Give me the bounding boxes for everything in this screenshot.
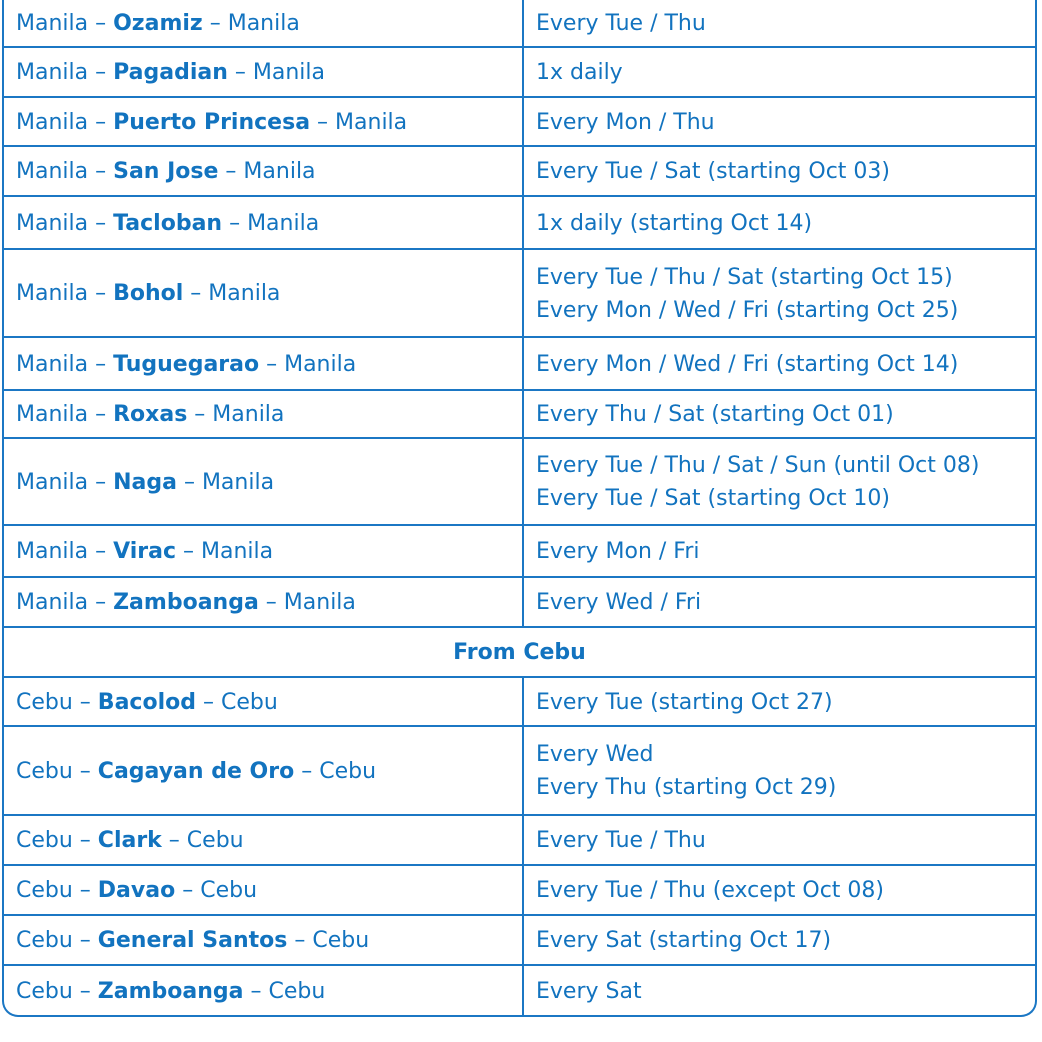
- frequency-line: Every Tue / Sat (starting Oct 03): [536, 159, 890, 184]
- table-row: [4, 965, 1035, 1015]
- table-row: [4, 47, 1035, 97]
- route-return-text: – Manila: [176, 539, 274, 564]
- route-origin-text: Cebu –: [16, 758, 98, 784]
- flight-schedule-table: [4, 0, 1035, 1015]
- route-cell: [4, 196, 523, 249]
- frequency-cell: [523, 965, 1035, 1015]
- route-destination-text: Naga: [113, 469, 177, 495]
- route-destination-text: Tacloban: [113, 210, 223, 236]
- frequency-cell: [523, 726, 1035, 815]
- route-cell: [4, 47, 523, 97]
- route-origin-text: Cebu –: [16, 928, 98, 953]
- frequency-cell: [523, 438, 1035, 525]
- route-cell: [4, 390, 523, 438]
- route-return-text: – Cebu: [195, 689, 278, 715]
- table-row: [4, 438, 1035, 525]
- route-return-text: – Manila: [310, 109, 408, 135]
- route-destination-text: Roxas: [113, 402, 188, 427]
- frequency-cell: [523, 337, 1035, 390]
- table-row: [4, 249, 1035, 337]
- frequency-line: Every Thu / Sat (starting Oct 01): [536, 402, 894, 427]
- route-cell: [4, 249, 523, 337]
- frequency-line: Every Tue / Thu / Sat / Sun (until Oct 08): [536, 453, 980, 478]
- route-cell: [4, 965, 523, 1015]
- frequency-line: Every Tue / Thu / Sat (starting Oct 15): [536, 264, 953, 290]
- table-row: [4, 915, 1035, 965]
- frequency-cell: [523, 915, 1035, 965]
- route-origin-text: Manila –: [16, 11, 114, 36]
- route-cell: [4, 577, 523, 627]
- table-row: [4, 0, 1035, 47]
- route-return-text: – Cebu: [175, 878, 258, 903]
- route-return-text: – Manila: [258, 590, 356, 615]
- route-return-text: – Manila: [222, 210, 320, 236]
- route-destination-text: San Jose: [113, 159, 219, 184]
- frequency-cell: [523, 677, 1035, 726]
- route-cell: [4, 525, 523, 577]
- section-header-label: From Cebu: [4, 627, 1035, 677]
- table-row: [4, 337, 1035, 390]
- route-cell: [4, 0, 523, 47]
- frequency-line: Every Tue / Thu: [536, 828, 706, 853]
- table-row: [4, 865, 1035, 915]
- table-row: [4, 525, 1035, 577]
- route-cell: [4, 677, 523, 726]
- route-origin-text: Manila –: [16, 590, 114, 615]
- route-origin-text: Manila –: [16, 159, 114, 184]
- frequency-cell: [523, 865, 1035, 915]
- frequency-line: Every Tue / Sat (starting Oct 10): [536, 486, 890, 511]
- frequency-line: 1x daily (starting Oct 14): [536, 210, 813, 236]
- route-origin-text: Manila –: [16, 402, 114, 427]
- route-destination-text: Bacolod: [97, 689, 196, 715]
- route-destination-text: Cagayan de Oro: [97, 758, 295, 784]
- frequency-cell: [523, 249, 1035, 337]
- route-cell: [4, 97, 523, 146]
- route-cell: [4, 726, 523, 815]
- frequency-line: Every Mon / Wed / Fri (starting Oct 14): [536, 351, 959, 377]
- route-origin-text: Manila –: [16, 469, 114, 495]
- route-cell: [4, 337, 523, 390]
- route-origin-text: Cebu –: [16, 978, 98, 1004]
- table-row: [4, 196, 1035, 249]
- route-destination-text: Clark: [97, 828, 162, 853]
- table-row: [4, 97, 1035, 146]
- route-destination-text: General Santos: [97, 928, 288, 953]
- route-cell: [4, 865, 523, 915]
- frequency-line: Every Sat: [536, 978, 642, 1004]
- frequency-cell: [523, 815, 1035, 865]
- frequency-line: Every Mon / Wed / Fri (starting Oct 25): [536, 297, 959, 323]
- frequency-line: Every Tue (starting Oct 27): [536, 689, 833, 715]
- frequency-cell: [523, 525, 1035, 577]
- route-return-text: – Manila: [183, 281, 281, 306]
- route-destination-text: Davao: [97, 878, 176, 903]
- route-destination-text: Virac: [113, 539, 177, 564]
- frequency-line: 1x daily: [536, 60, 623, 85]
- route-return-text: – Cebu: [161, 828, 244, 853]
- table-row: [4, 677, 1035, 726]
- frequency-cell: [523, 97, 1035, 146]
- frequency-line: Every Tue / Thu: [536, 11, 706, 36]
- route-origin-text: Manila –: [16, 210, 114, 236]
- route-cell: [4, 915, 523, 965]
- route-origin-text: Cebu –: [16, 828, 98, 853]
- route-destination-text: Pagadian: [113, 60, 228, 85]
- route-destination-text: Bohol: [113, 281, 184, 306]
- route-return-text: – Manila: [176, 469, 275, 495]
- frequency-line: Every Wed: [536, 742, 654, 767]
- route-return-text: – Manila: [202, 11, 300, 36]
- route-destination-text: Zamboanga: [97, 978, 244, 1004]
- route-return-text: – Manila: [187, 402, 285, 427]
- route-return-text: – Manila: [227, 60, 325, 85]
- frequency-line: Every Wed / Fri: [536, 590, 702, 615]
- route-origin-text: Cebu –: [16, 689, 98, 715]
- frequency-cell: [523, 390, 1035, 438]
- route-cell: [4, 146, 523, 196]
- route-origin-text: Manila –: [16, 539, 114, 564]
- frequency-line: Every Mon / Fri: [536, 539, 700, 564]
- table-row: [4, 146, 1035, 196]
- route-origin-text: Manila –: [16, 351, 114, 377]
- table-row: [4, 815, 1035, 865]
- frequency-cell: [523, 146, 1035, 196]
- route-origin-text: Manila –: [16, 109, 114, 135]
- section-header-row: [4, 627, 1035, 677]
- route-destination-text: Puerto Princesa: [113, 109, 311, 135]
- route-cell: [4, 438, 523, 525]
- route-return-text: – Cebu: [243, 978, 326, 1004]
- table-row: [4, 577, 1035, 627]
- table-row: [4, 726, 1035, 815]
- route-origin-text: Manila –: [16, 281, 114, 306]
- frequency-line: Every Sat (starting Oct 17): [536, 928, 832, 953]
- route-destination-text: Tuguegarao: [113, 351, 260, 377]
- route-return-text: – Cebu: [287, 928, 370, 953]
- table-row: [4, 390, 1035, 438]
- frequency-cell: [523, 47, 1035, 97]
- route-destination-text: Ozamiz: [113, 11, 203, 36]
- route-return-text: – Manila: [259, 351, 357, 377]
- route-return-text: – Manila: [218, 159, 316, 184]
- route-origin-text: Cebu –: [16, 878, 98, 903]
- frequency-cell: [523, 0, 1035, 47]
- frequency-cell: [523, 577, 1035, 627]
- frequency-cell: [523, 196, 1035, 249]
- frequency-line: Every Tue / Thu (except Oct 08): [536, 878, 884, 903]
- frequency-line: Every Mon / Thu: [536, 109, 715, 135]
- route-cell: [4, 815, 523, 865]
- frequency-line: Every Thu (starting Oct 29): [536, 775, 837, 800]
- flight-schedule-table-frame: [2, 0, 1037, 1017]
- route-destination-text: Zamboanga: [113, 590, 259, 615]
- route-origin-text: Manila –: [16, 60, 114, 85]
- route-return-text: – Cebu: [294, 758, 377, 784]
